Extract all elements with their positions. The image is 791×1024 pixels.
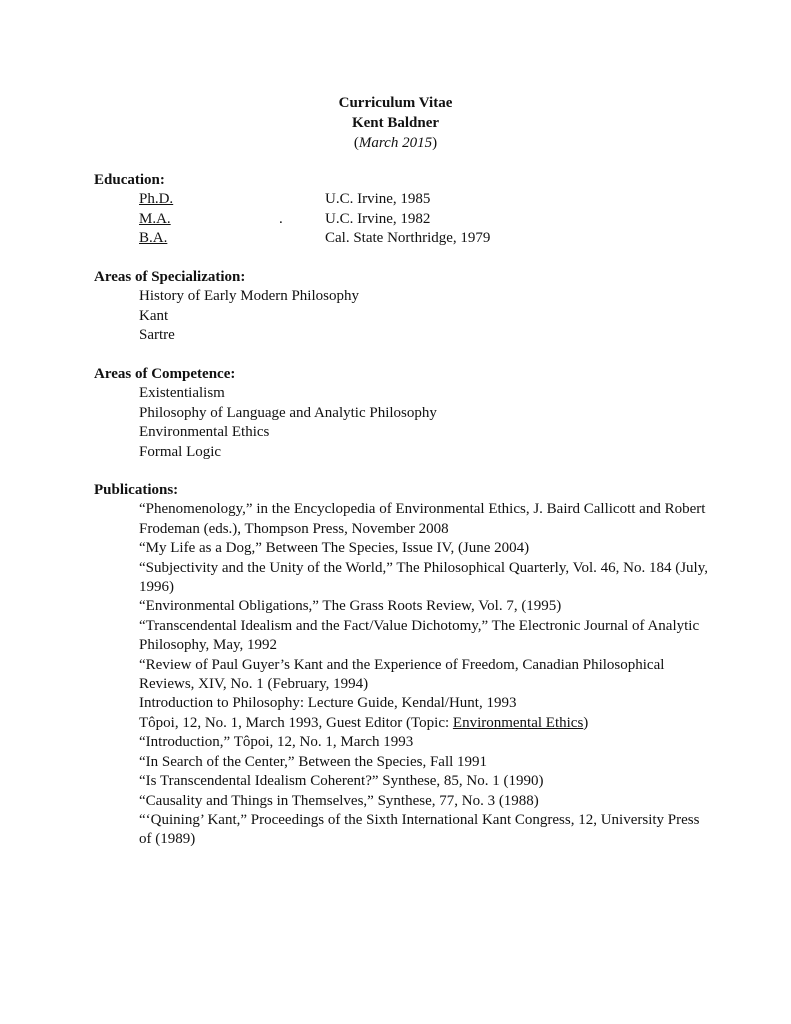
list-item: History of Early Modern Philosophy (139, 288, 359, 305)
topoi-text: Tôpoi, 12, No. 1, March 1993, Guest Editor (Topic: (139, 714, 453, 731)
publication-item: “Is Transcendental Idealism Coherent?” Synthese, 85, No. 1 (1990) (139, 773, 544, 790)
date-open-paren: ( (353, 135, 359, 151)
topoi-close: ) (583, 714, 589, 731)
degree-label: M.A. (139, 210, 171, 227)
cv-date: March 2015 (358, 135, 433, 151)
list-item: Environmental Ethics (139, 424, 270, 441)
education-row (94, 210, 714, 229)
degree-institution: U.C. Irvine, 1982 (325, 210, 431, 227)
degree-institution: U.C. Irvine, 1985 (325, 191, 431, 208)
specialization-section (94, 268, 714, 346)
publication-item: Introduction to Philosophy: Lecture Guide, Kendal/Hunt, 1993 (139, 695, 517, 712)
cv-header (0, 93, 791, 153)
publication-item: “Subjectivity and the Unity of the World,” The Philosophical Quarterly, Vol. 46, No. 184 (July, 1996) (139, 559, 708, 596)
education-row (94, 190, 714, 209)
education-heading: Education: (94, 172, 165, 188)
competence-section (94, 365, 714, 462)
list-item: Sartre (139, 327, 175, 344)
list-item: Kant (139, 307, 169, 324)
publication-item-topoi (94, 714, 714, 733)
publication-item: “Review of Paul Guyer’s Kant and the Experience of Freedom, Canadian Philosophical Reviews, XIV, No. 1 (February, 1994) (139, 656, 665, 693)
list-item: Formal Logic (139, 443, 222, 460)
publication-item: “Introduction,” Tôpoi, 12, No. 1, March 1993 (139, 734, 414, 751)
list-item: Existentialism (139, 385, 225, 402)
publication-item: “Causality and Things in Themselves,” Synthese, 77, No. 3 (1988) (139, 792, 539, 809)
degree-dot: . (279, 210, 283, 227)
list-item: Philosophy of Language and Analytic Philosophy (139, 404, 437, 421)
degree-label: Ph.D. (139, 191, 174, 208)
publication-item: “In Search of the Center,” Between the Species, Fall 1991 (139, 753, 488, 770)
topoi-topic: Environmental Ethics (452, 714, 584, 731)
publication-item: “Phenomenology,” in the Encyclopedia of Environmental Ethics, J. Baird Callicott and Robert Frodeman (eds.), Thompson Press, November 2008 (139, 501, 706, 537)
publication-item: “Transcendental Idealism and the Fact/Value Dichotomy,” The Electronic Journal of Analytic Philosophy, May, 1992 (139, 617, 700, 654)
competence-heading: Areas of Competence: (94, 366, 236, 382)
education-section (94, 171, 714, 249)
publications-heading: Publications: (94, 482, 179, 498)
date-close-paren: ) (432, 135, 438, 151)
degree-label: B.A. (139, 230, 168, 247)
education-row (94, 229, 714, 248)
specialization-heading: Areas of Specialization: (94, 269, 246, 285)
cv-title: Curriculum Vitae (338, 95, 453, 111)
publication-item: “My Life as a Dog,” Between The Species, Issue IV, (June 2004) (139, 540, 530, 557)
cv-name: Kent Baldner (351, 115, 440, 131)
degree-institution: Cal. State Northridge, 1979 (325, 230, 491, 247)
publication-item: “Environmental Obligations,” The Grass Roots Review, Vol. 7, (1995) (139, 598, 562, 615)
publications-section (94, 481, 714, 850)
publication-item: “‘Quining’ Kant,” Proceedings of the Sixth International Kant Congress, 12, University Press of (1989) (139, 811, 700, 848)
cv-date-line (0, 133, 791, 153)
